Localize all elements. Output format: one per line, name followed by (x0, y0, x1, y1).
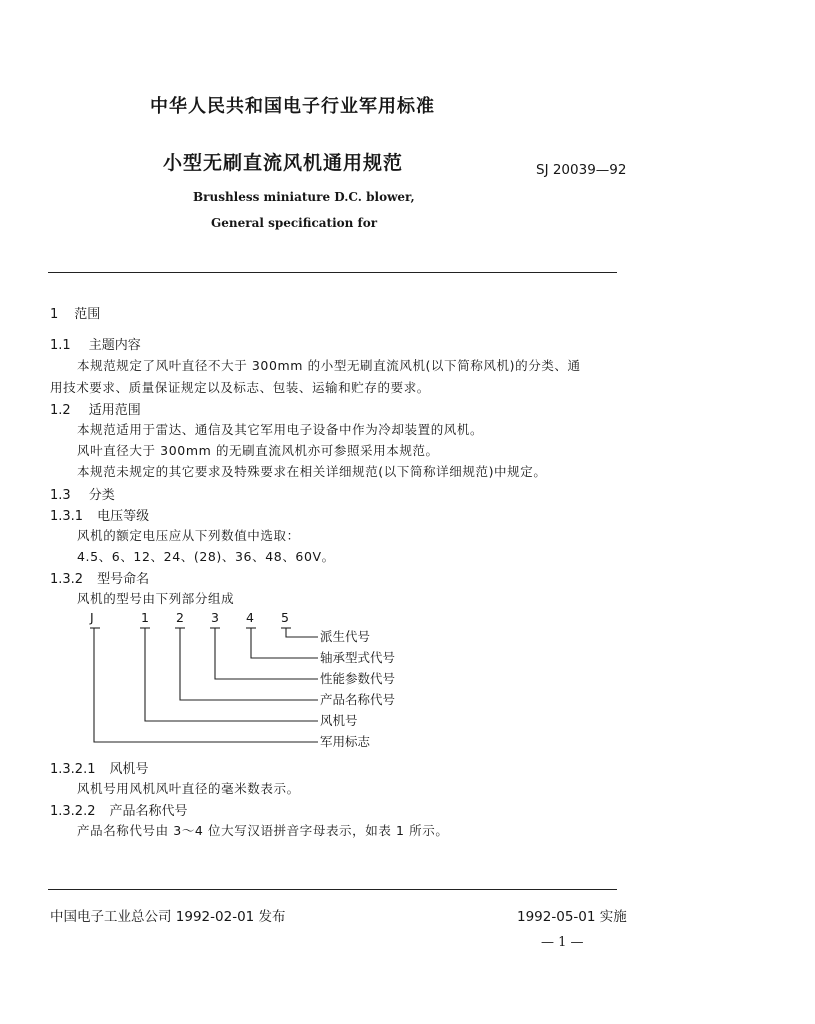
section-title: 适用范围 (88, 403, 141, 418)
code-letter: 4 (246, 610, 254, 625)
diagram-label: 风机号 (320, 713, 358, 728)
leader-line (215, 628, 318, 679)
section-number: 1.3.2.1 (50, 762, 96, 777)
diagram-label: 军用标志 (320, 734, 371, 749)
page-number: — 1 — (541, 935, 584, 950)
footer-divider (48, 889, 617, 890)
leader-line (145, 628, 318, 721)
diagram-label: 性能参数代号 (320, 671, 396, 686)
issue-date: 中国电子工业总公司 1992-02-01 发布 (50, 909, 286, 925)
paragraph-line: 用技术要求、质量保证规定以及标志、包装、运输和贮存的要求。 (50, 380, 430, 395)
title-english-line1: Brushless miniature D.C. blower, (193, 190, 415, 204)
section-title: 型号命名 (97, 572, 150, 587)
code-letter: J (90, 610, 94, 625)
paragraph-line: 4.5、6、12、24、(28)、36、48、60V。 (77, 549, 335, 564)
section-title: 分类 (88, 488, 115, 503)
paragraph-line: 风叶直径大于 300mm 的无刷直流风机亦可参照采用本规范。 (77, 443, 439, 458)
code-letter: 3 (211, 610, 219, 625)
leader-line (94, 628, 318, 742)
section-title: 主题内容 (88, 338, 141, 353)
section-number: 1.3 (50, 488, 71, 503)
document-title: 小型无刷直流风机通用规范 (163, 152, 404, 174)
section-title: 电压等级 (97, 509, 150, 524)
paragraph-line: 产品名称代号由 3～4 位大写汉语拼音字母表示，如表 1 所示。 (77, 823, 449, 838)
paragraph-line: 本规范未规定的其它要求及特殊要求在相关详细规范(以下简称详细规范)中规定。 (77, 464, 547, 479)
section-number: 1.3.2.2 (50, 804, 96, 819)
section-number: 1.3.2 (50, 572, 84, 587)
paragraph-line: 风机的额定电压应从下列数值中选取： (77, 528, 300, 543)
diagram-label: 派生代号 (320, 629, 371, 644)
paragraph-line: 本规范适用于雷达、通信及其它军用电子设备中作为冷却装置的风机。 (77, 422, 484, 437)
effective-date: 1992-05-01 实施 (517, 909, 627, 925)
section-number: 1.1 (50, 338, 71, 353)
section-heading (50, 800, 188, 819)
title-english-line2: General specification for (211, 216, 378, 230)
section-title: 产品名称代号 (109, 804, 188, 819)
standard-number: SJ 20039—92 (536, 162, 627, 178)
leader-line (251, 628, 318, 658)
section-number: 1 (50, 307, 59, 322)
section-title: 风机号 (109, 762, 149, 777)
code-letter: 2 (176, 610, 184, 625)
section-heading (50, 758, 149, 777)
diagram-label: 轴承型式代号 (320, 650, 396, 665)
paragraph-line: 本规范规定了风叶直径不大于 300mm 的小型无刷直流风机(以下简称风机)的分类、通 (77, 358, 581, 373)
leader-line (180, 628, 318, 700)
paragraph-line: 风机号用风机风叶直径的毫米数表示。 (77, 781, 300, 796)
section-number: 1.3.1 (50, 509, 84, 524)
section-title: 范围 (74, 307, 101, 322)
standard-org-heading: 中华人民共和国电子行业军用标准 (150, 96, 435, 117)
code-letter: 1 (141, 610, 149, 625)
paragraph-line: 风机的型号由下列部分组成 (77, 591, 235, 606)
diagram-label: 产品名称代号 (320, 692, 396, 707)
leader-line (286, 628, 318, 637)
section-number: 1.2 (50, 403, 71, 418)
code-letter: 5 (281, 610, 289, 625)
